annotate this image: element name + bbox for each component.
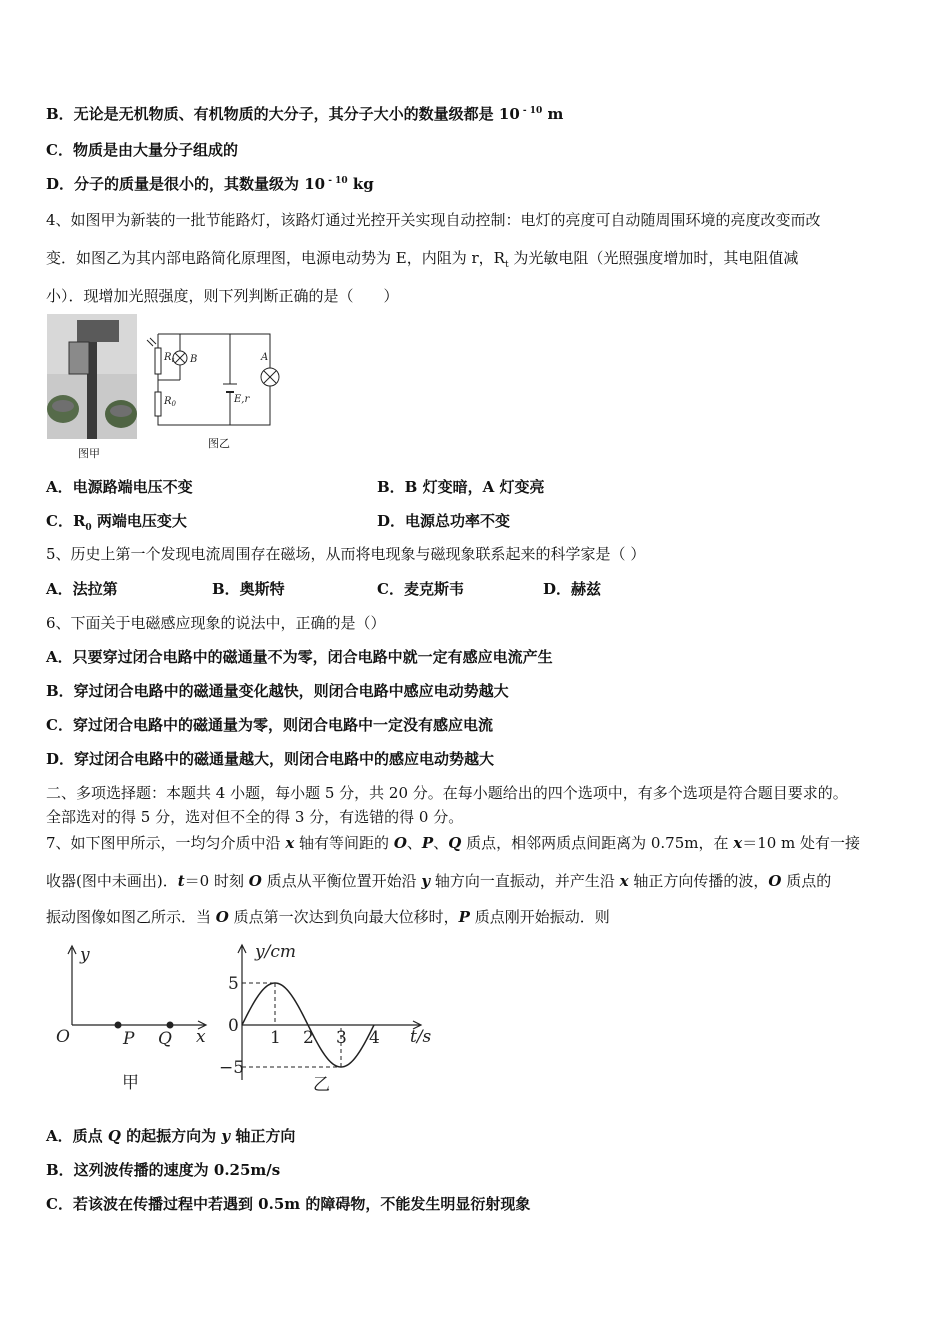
- street-lamp-photo: [47, 314, 137, 439]
- q7-stem-line1: 7、如下图甲所示，一均匀介质中沿 x 轴有等间距的 O、P、Q 质点，相邻两质点间距离为 0.75m，在 x＝10 m 处有一接: [46, 834, 861, 852]
- svg-text:Rt: [163, 352, 175, 364]
- q5-stem: 5、历史上第一个发现电流周围存在磁场，从而将电现象与磁现象联系起来的科学家是（ ）: [46, 545, 646, 563]
- q4-option-b: B．B 灯变暗，A 灯变亮: [377, 478, 545, 496]
- q5-option-b: B．奥斯特: [212, 580, 285, 598]
- q6-option-c: C．穿过闭合电路中的磁通量为零，则闭合电路中一定没有感应电流: [46, 716, 493, 734]
- r0-sub: 0: [171, 400, 176, 408]
- q7-stem-line2: 收器(图中未画出)．t＝0 时刻 O 质点从平衡位置开始沿 y 轴方向一直振动，并产生沿 x 轴正方向传播的波，O 质点的: [46, 872, 832, 890]
- fig-jia-caption: 图甲: [78, 447, 100, 460]
- q4-option-a: A．电源路端电压不变: [46, 478, 193, 496]
- fig-jia-q-label: Q: [158, 1029, 172, 1049]
- q3-option-b: B．无论是无机物质、有机物质的大分子，其分子大小的数量级都是 10 $^{- 10}$ m: [46, 105, 564, 123]
- q5-option-c: C．麦克斯韦: [377, 580, 464, 598]
- y-tick--5: −5: [219, 1058, 245, 1078]
- q5-option-d: D．赫兹: [543, 580, 602, 598]
- q4-stem-line2: 变．如图乙为其内部电路简化原理图，电源电动势为 E，内阻为 r，$R_t$ 为光敏电阻（光照强度增加时，其电阻值减: [46, 249, 799, 270]
- fig-jia-p-label: P: [123, 1029, 135, 1049]
- q7-option-c: C．若该波在传播过程中若遇到 0.5m 的障碍物，不能发生明显衍射现象: [46, 1195, 531, 1213]
- q7-option-b: B．这列波传播的速度为 0.25m/s: [46, 1161, 281, 1179]
- q3-option-c: C．物质是由大量分子组成的: [46, 141, 238, 159]
- section2-line2: 全部选对的得 5 分，选对但不全的得 3 分，有选错的得 0 分。: [46, 808, 464, 826]
- q3-option-d: D．分子的质量是很小的，其数量级为 10 $^{- 10}$ kg: [46, 175, 374, 193]
- y-axis-label: y/cm: [255, 942, 296, 962]
- q4-stem-line1: 4、如图甲为新装的一批节能路灯，该路灯通过光控开关实现自动控制：电灯的亮度可自动随周围环境的亮度改变而改: [46, 211, 821, 229]
- t-tick-1: 1: [270, 1028, 281, 1048]
- q4-option-c: C．$R_0$ 两端电压变大: [46, 512, 187, 533]
- q6-stem: 6、下面关于电磁感应现象的说法中，正确的是（）: [46, 614, 386, 632]
- rt-label: R: [164, 352, 172, 363]
- source-label: E,r: [234, 394, 250, 405]
- fig-jia-caption-q7: 甲: [122, 1073, 139, 1093]
- q6-option-d: D．穿过闭合电路中的磁通量越大，则闭合电路中的感应电动势越大: [46, 750, 495, 768]
- t-axis-label: t/s: [410, 1027, 432, 1047]
- fig-yi-caption-q7: 乙: [313, 1075, 330, 1095]
- vibration-graph: [215, 935, 455, 1100]
- svg-text:R0: [163, 396, 177, 408]
- t-tick-3: 3: [336, 1028, 347, 1048]
- q4-option-d: D．电源总功率不变: [377, 512, 511, 530]
- fig-jia-x-label: x: [196, 1027, 206, 1047]
- r0-label: R: [164, 396, 172, 407]
- circuit-diagram: [145, 330, 295, 430]
- q6-option-a: A．只要穿过闭合电路中的磁通量不为零，闭合电路中就一定有感应电流产生: [46, 648, 553, 666]
- t-tick-2: 2: [303, 1028, 314, 1048]
- point-q-dot: [167, 1022, 174, 1029]
- y-tick-0: 0: [228, 1016, 239, 1036]
- fig-jia-y-label: y: [80, 945, 90, 965]
- t-tick-4: 4: [369, 1028, 380, 1048]
- q7-option-a: A．质点 Q 的起振方向为 y 轴正方向: [46, 1127, 296, 1145]
- point-p-dot: [115, 1022, 122, 1029]
- rt-sub: t: [171, 356, 175, 364]
- lamp-b-label: B: [190, 354, 198, 365]
- lamp-a-label: A: [261, 352, 269, 363]
- q6-option-b: B．穿过闭合电路中的磁通量变化越快，则闭合电路中感应电动势越大: [46, 682, 509, 700]
- q4-stem-line3: 小）．现增加光照强度，则下列判断正确的是（ ）: [46, 287, 399, 305]
- q7-stem-line3: 振动图像如图乙所示．当 O 质点第一次达到负向最大位移时，P 质点刚开始振动．则: [46, 908, 610, 926]
- wave-axis-figure: [50, 940, 220, 1100]
- y-tick-5: 5: [228, 974, 239, 994]
- fig-yi-caption: 图乙: [208, 437, 230, 450]
- q5-option-a: A．法拉第: [46, 580, 118, 598]
- fig-jia-o-label: O: [56, 1027, 70, 1047]
- section2-line1: 二、多项选择题：本题共 4 小题，每小题 5 分，共 20 分。在每小题给出的四个选项中，有多个选项是符合题目要求的。: [46, 784, 848, 802]
